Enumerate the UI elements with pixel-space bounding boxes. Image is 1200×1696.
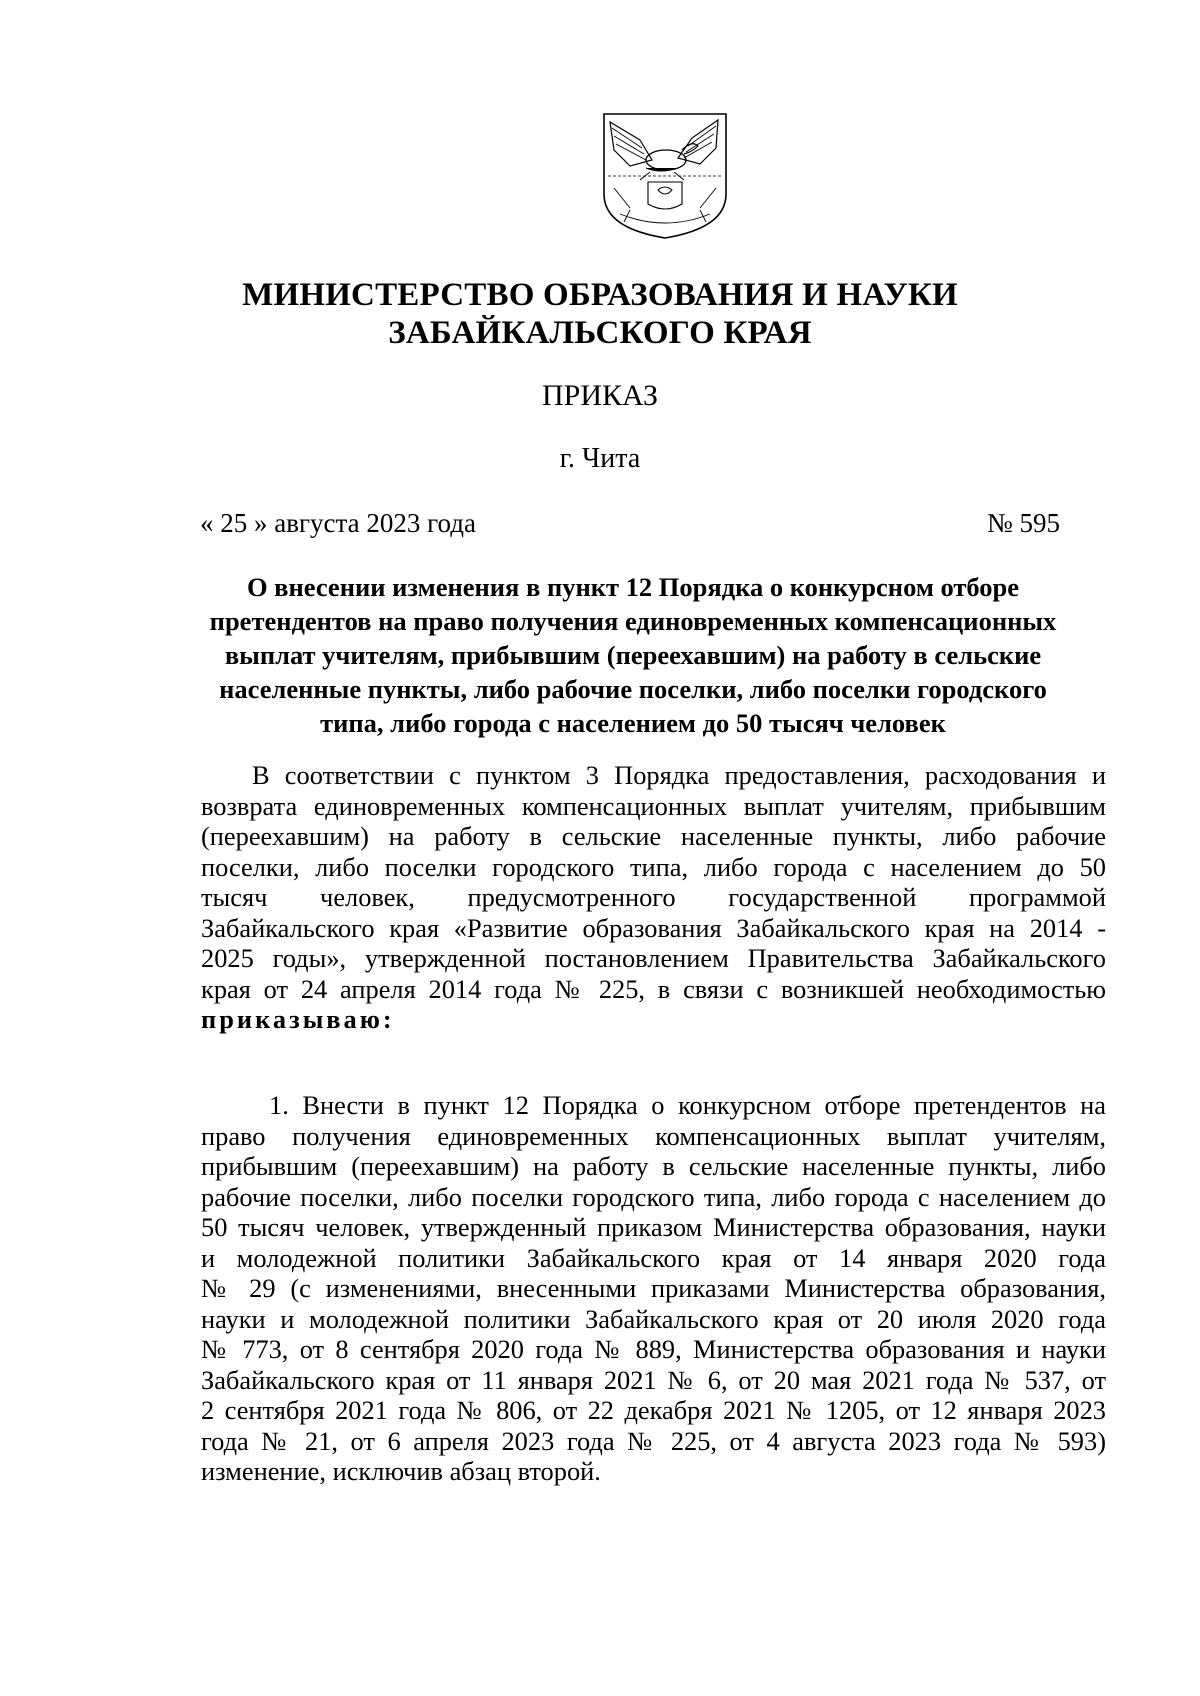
document-number: № 595 — [986, 508, 1060, 538]
subject-line: претендентов на право получения единовременных компенсационных — [209, 606, 1057, 636]
ministry-heading-line-2: ЗАБАЙКАЛЬСКОГО КРАЯ — [388, 315, 812, 351]
document-type: ПРИКАЗ — [542, 379, 658, 412]
document-date: « 25 » августа 2023 года — [200, 508, 476, 538]
preamble-line: Забайкальского края «Развитие образования Забайкальского края на 2014 - — [201, 912, 1106, 943]
item-1-line: рабочие поселки, либо поселки городского типа, либо города с населением до — [201, 1181, 1106, 1212]
item-1-line: право получения единовременных компенсационных выплат учителям, — [201, 1120, 1106, 1151]
preamble-line: 2025 годы», утвержденной постановлением Правительства Забайкальского — [201, 943, 1106, 973]
subject-line: населенные пункты, либо рабочие поселки, либо поселки городского — [219, 674, 1047, 704]
preamble-line: В соответствии с пунктом 3 Порядка предоставления, расходования и — [252, 760, 1106, 790]
preamble-line: края от 24 апреля 2014 года № 225, в связи с возникшей необходимостью — [201, 973, 1106, 1004]
preamble-line: возврата единовременных компенсационных выплат учителям, прибывшим — [201, 790, 1106, 821]
preamble-paragraph — [201, 760, 1106, 1035]
item-1-line: прибывшим (переехавшим) на работу в сельские населенные пункты, либо — [201, 1151, 1106, 1181]
preamble-line: тысяч человек, предусмотренного государственной программой — [201, 882, 1106, 912]
item-1-line: года № 21, от 6 апреля 2023 года № 225, от 4 августа 2023 года № 593) — [201, 1425, 1106, 1456]
subject-line: выплат учителям, прибывшим (переехавшим) на работу в сельские — [224, 640, 1042, 670]
item-1-line: 50 тысяч человек, утвержденный приказом Министерства образования, науки — [201, 1212, 1106, 1242]
city: г. Чита — [559, 443, 641, 474]
ministry-heading-line-1: МИНИСТЕРСТВО ОБРАЗОВАНИЯ И НАУКИ — [242, 277, 958, 313]
item-1-paragraph — [201, 1090, 1106, 1487]
item-1-line: № 773, от 8 сентября 2020 года № 889, Министерства образования и науки — [201, 1334, 1106, 1364]
item-1-line: и молодежной политики Забайкальского края от 14 января 2020 года — [201, 1242, 1106, 1273]
item-1-line: науки и молодежной политики Забайкальского края от 20 июля 2020 года — [201, 1303, 1106, 1334]
subject-line: О внесении изменения в пункт 12 Порядка о конкурсном отборе — [246, 572, 1020, 602]
document-subject — [200, 570, 1066, 740]
subject-line: типа, либо города с населением до 50 тысяч человек — [320, 708, 946, 738]
preamble-line: поселки, либо поселки городского типа, либо города с населением до 50 — [201, 851, 1106, 882]
item-1-line: Забайкальского края от 11 января 2021 № 6, от 20 мая 2021 года № 537, от — [201, 1364, 1106, 1395]
item-1-line: 2 сентября 2021 года № 806, от 22 декабря 2021 № 1205, от 12 января 2023 — [201, 1395, 1106, 1425]
ministry-heading — [200, 276, 1000, 352]
item-1-line: изменение, исключив абзац второй. — [201, 1456, 601, 1486]
item-1-line: 1. Внести в пункт 12 Порядка о конкурсном отборе претендентов на — [269, 1090, 1106, 1120]
decree-word: приказываю: — [201, 1004, 395, 1034]
item-1-line: № 29 (с изменениями, внесенными приказами Министерства образования, — [201, 1273, 1106, 1303]
preamble-line: (переехавшим) на работу в сельские населенные пункты, либо рабочие — [201, 821, 1106, 851]
coat-of-arms-emblem — [600, 110, 730, 242]
